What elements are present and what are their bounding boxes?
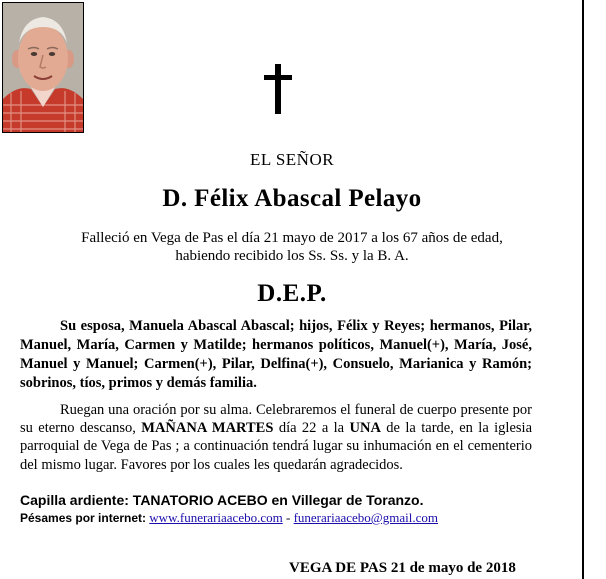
funeral-hour: UNA [349, 420, 381, 437]
family-paragraph: Su esposa, Manuela Abascal Abascal; hijos, Félix y Reyes; hermanos, Pilar, Manuel, María, Carmen y Matilde; hermanos políticos, Manuel(+), María, José, Manuel y Manuel; Carmen(+), Pilar, Delfina(+), Consuelo, Marianica y Ramón; sobrinos, tíos, primos y demás familia. [20, 318, 532, 391]
heading: EL SEÑOR [249, 150, 335, 169]
death-line-2: habiendo recibido los Ss. Ss. y la B. A. [175, 248, 409, 264]
funeral-paragraph [20, 401, 532, 474]
funeral-text-2: día 22 a la [273, 420, 350, 437]
link-separator: - [282, 510, 294, 525]
deceased-name: D. Félix Abascal Pelayo [162, 185, 422, 212]
funeral-day: MAÑANA MARTES [141, 420, 274, 437]
funeral-text-3: de la tarde, en la iglesia parroquial de Vega de Pas ; a continuación tendrá lugar su inhumación en el cementerio del mismo lugar. Favores por los cuales les quedarán agradecidos. [20, 420, 533, 473]
dep-heading: D.E.P. [257, 280, 327, 307]
funeral-home-email-link[interactable]: funerariaacebo@gmail.com [293, 510, 438, 525]
funeral-home-website-link[interactable]: www.funerariaacebo.com [149, 510, 283, 525]
death-line-1: Falleció en Vega de Pas el día 21 mayo de 2017 a los 67 años de edad, [81, 230, 503, 246]
capilla-ardiente: Capilla ardiente: TANATORIO ACEBO en Villegar de Toranzo. [20, 492, 424, 508]
portrait-photo [2, 2, 84, 133]
funeral-text-1: Ruegan una oración por su alma. Celebraremos el funeral de cuerpo presente por su eterno descanso, [20, 402, 532, 437]
portrait-illustration [3, 3, 83, 132]
condolences-line [20, 510, 580, 526]
place-date: VEGA DE PAS 21 de mayo de 2018 [289, 560, 516, 576]
death-notice [0, 229, 584, 265]
condolences-label: Pésames por internet: [20, 511, 147, 525]
cross-icon [263, 64, 293, 114]
